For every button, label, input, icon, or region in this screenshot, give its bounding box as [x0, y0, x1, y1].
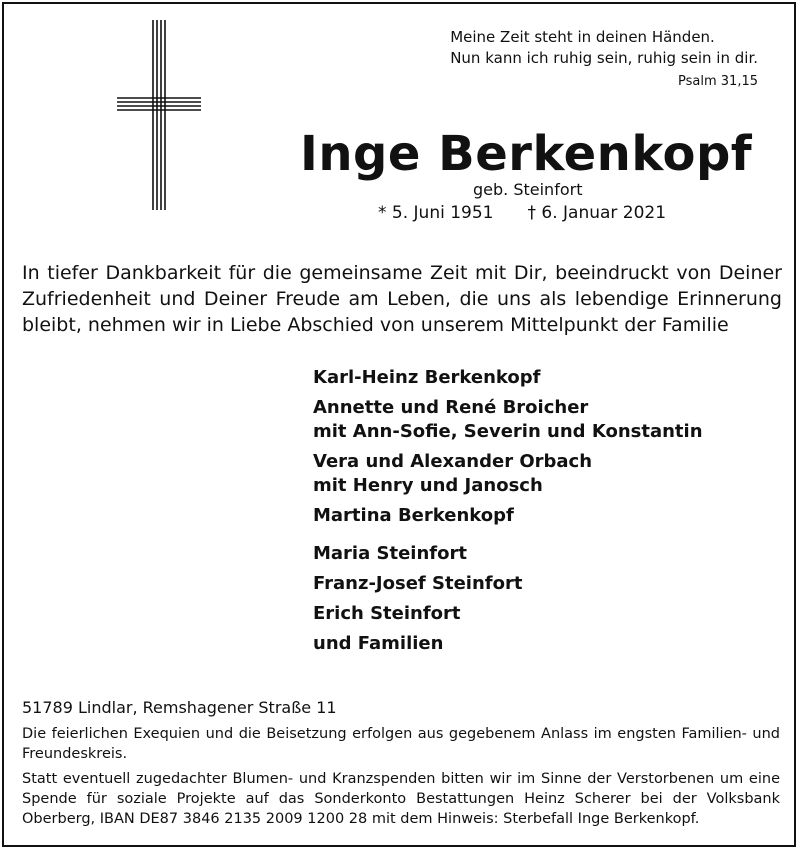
- address: 51789 Lindlar, Remshagener Straße 11: [22, 698, 337, 717]
- mourner-line: Maria Steinfort: [313, 543, 467, 564]
- birth-date: * 5. Juni 1951: [378, 203, 494, 223]
- mourners-list: [313, 366, 703, 670]
- ceremony-note: Die feierlichen Exequien und die Beisetzung erfolgen aus gegebenem Anlass im engsten Familien- und Freundeskreis.: [22, 726, 780, 762]
- mourner-line: Karl-Heinz Berkenkopf: [313, 367, 541, 388]
- psalm-line-2: Nun kann ich ruhig sein, ruhig sein in dir.: [450, 49, 758, 67]
- mourner-line: Martina Berkenkopf: [313, 505, 514, 526]
- mourner-entry: [313, 450, 703, 498]
- born-name: geb. Steinfort: [473, 180, 583, 199]
- mourner-entry: [313, 632, 703, 656]
- intro-text: In tiefer Dankbarkeit für die gemeinsame Zeit mit Dir, beeindruckt von Deiner Zufriedenheit und Deiner Freude am Leben, die uns als lebendige Erinnerung bleibt, nehmen wir in Liebe Abschied von unserem Mittelpunkt der Familie: [22, 262, 782, 336]
- mourner-line: Annette und René Broicher: [313, 397, 589, 418]
- deceased-name: Inge Berkenkopf: [300, 126, 753, 182]
- mourner-line: Franz-Josef Steinfort: [313, 573, 523, 594]
- psalm-line-1: Meine Zeit steht in deinen Händen.: [450, 28, 715, 46]
- mourner-line: und Familien: [313, 633, 444, 654]
- mourner-line: mit Henry und Janosch: [313, 475, 543, 496]
- mourner-entry: [313, 572, 703, 596]
- mourner-line: Erich Steinfort: [313, 603, 461, 624]
- mourner-entry: [313, 366, 703, 390]
- mourner-entry: [313, 602, 703, 626]
- mourner-entry: [313, 504, 703, 528]
- cross-icon: [117, 20, 201, 210]
- mourner-entry: [313, 396, 703, 444]
- mourner-line: Vera und Alexander Orbach: [313, 451, 593, 472]
- mourners-group-relatives: [313, 542, 703, 656]
- donation-note: Statt eventuell zugedachter Blumen- und Kranzspenden bitten wir im Sinne der Verstorbenen um eine Spende für soziale Projekte auf das Sonderkonto Bestattungen Heinz Scherer bei der Volksbank Oberberg, IBAN DE87 3846 2135 2009 1200 28 mit dem Hinweis: Sterbefall Inge Berkenkopf.: [22, 771, 780, 827]
- mourner-entry: [313, 542, 703, 566]
- psalm-quote: [450, 27, 758, 92]
- death-date: † 6. Januar 2021: [527, 203, 667, 223]
- mourner-line: mit Ann-Sofie, Severin und Konstantin: [313, 421, 703, 442]
- psalm-reference: Psalm 31,15: [678, 74, 758, 89]
- mourners-group-family: [313, 366, 703, 528]
- life-dates: [378, 202, 666, 224]
